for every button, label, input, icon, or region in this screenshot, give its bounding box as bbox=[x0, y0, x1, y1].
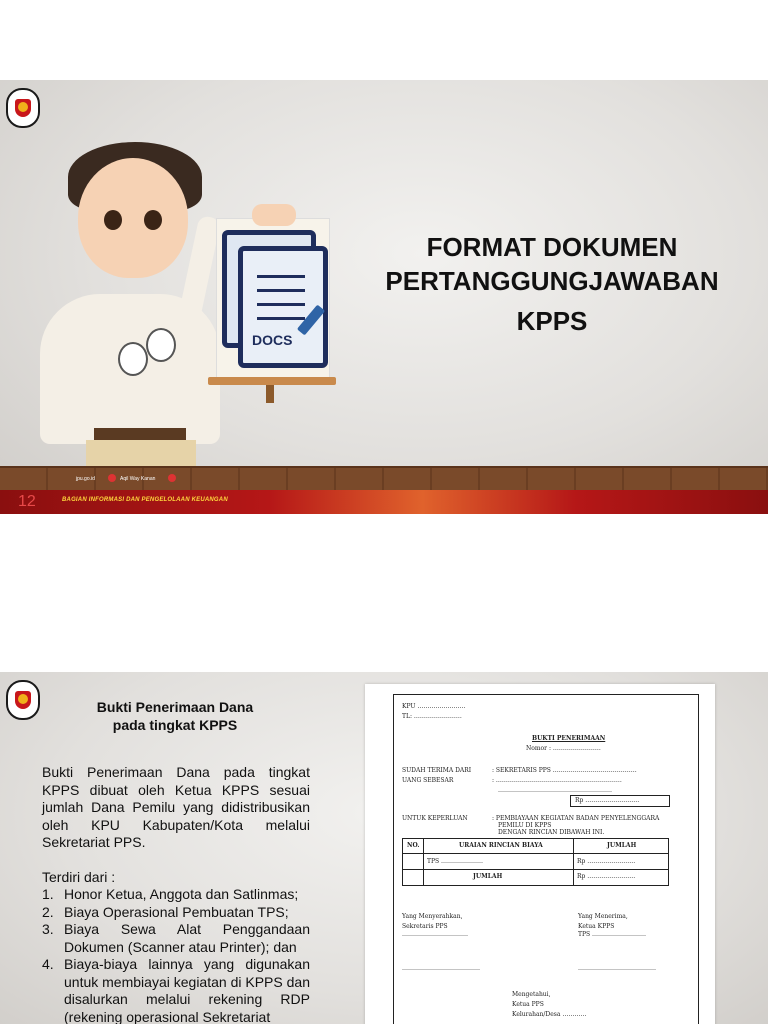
social-web: jpu.go.id bbox=[76, 476, 95, 482]
table-header: JUMLAH bbox=[607, 842, 637, 849]
social-facebook: Aqil Way Kanan bbox=[120, 476, 156, 482]
footer-bar bbox=[0, 490, 768, 514]
character-head bbox=[78, 158, 188, 278]
list-heading: Terdiri dari : bbox=[42, 868, 116, 885]
character-belt bbox=[94, 428, 186, 440]
board-leg bbox=[266, 385, 274, 403]
form-rp-box bbox=[570, 795, 670, 807]
mascot-icon bbox=[146, 328, 176, 362]
title-line: pada tingkat KPPS bbox=[112, 717, 238, 733]
mascot-icon bbox=[118, 342, 148, 376]
cost-table bbox=[402, 838, 669, 886]
form-sudah-value: : SEKRETARIS PPS …………………………………… bbox=[492, 767, 637, 774]
form-uang-value2: ………………………………………………… bbox=[498, 787, 612, 794]
docs-label: DOCS bbox=[252, 332, 293, 348]
table-header: NO. bbox=[407, 842, 420, 849]
left-sign-dots: …………………………… bbox=[402, 931, 468, 938]
left-signature-line: ………………………………… bbox=[402, 965, 480, 972]
form-keperluan-value2: PEMILU DI KPPS bbox=[498, 822, 552, 829]
character-hand bbox=[252, 204, 296, 226]
right-sign-tps: TPS ……………………… bbox=[578, 931, 647, 938]
form-heading: BUKTI PENERIMAAN bbox=[532, 735, 606, 742]
title-slide bbox=[0, 80, 768, 514]
form-uang-label: UANG SEBESAR bbox=[402, 777, 454, 784]
right-sign-role: Ketua KPPS bbox=[578, 923, 615, 930]
list-item: 1. Honor Ketua, Anggota dan Satlinmas; bbox=[42, 886, 299, 902]
kpu-logo bbox=[6, 680, 40, 720]
list-item: 3. Biaya Sewa Alat Penggandaan Dokumen (Scanner atau Printer); dan bbox=[42, 921, 310, 955]
form-kpu: KPU …………………… bbox=[402, 703, 466, 710]
bottom-sign-role: Ketua PPS bbox=[512, 1001, 544, 1008]
title-line: FORMAT DOKUMEN bbox=[426, 232, 678, 262]
table-cell: Rp …………………… bbox=[577, 858, 636, 865]
bottom-sign-place: Kelurahan/Desa ………… bbox=[512, 1011, 587, 1018]
slide-body bbox=[42, 764, 310, 1024]
title-line: KPPS bbox=[516, 306, 588, 336]
slide-title bbox=[362, 230, 742, 338]
form-keperluan-value3: DENGAN RINCIAN DIBAWAH INI. bbox=[498, 829, 605, 836]
left-sign-role: Sekretaris PPS bbox=[402, 923, 448, 930]
right-signature-line: ………………………………… bbox=[578, 965, 656, 972]
intro-paragraph: Bukti Penerimaan Dana pada tingkat KPPS dibuat oleh Ketua KPPS sesuai jumlah Dana Pemilu yang didistribusikan oleh KPU Kabupaten/Kota melalui Sekretariat PPS. bbox=[42, 764, 310, 850]
cost-list bbox=[42, 886, 310, 1024]
title-line: Bukti Penerimaan Dana bbox=[96, 699, 254, 715]
facebook-icon bbox=[108, 474, 116, 482]
form-keperluan-label: UNTUK KEPERLUAN bbox=[402, 815, 468, 822]
board-rail bbox=[208, 377, 336, 385]
receipt-form bbox=[393, 694, 699, 1024]
footer-text: BAGIAN INFORMASI DAN PENGELOLAAN KEUANGAN bbox=[62, 497, 228, 503]
list-item: 4. Biaya-biaya lainnya yang digunakan untuk membiayai kegiatan di KPPS dan disalurkan melalui rekening RDP (rekening operasional Sekretariat bbox=[42, 956, 310, 1024]
form-sudah-label: SUDAH TERIMA DARI bbox=[402, 767, 472, 774]
form-keperluan-value: : PEMBIAYAAN KEGIATAN BADAN PENYELENGGARA bbox=[492, 815, 660, 822]
page-number: 12 bbox=[18, 493, 36, 510]
table-total-label: JUMLAH bbox=[473, 873, 503, 880]
bottom-sign-title: Mengetahui, bbox=[512, 991, 551, 998]
wooden-floor bbox=[0, 466, 768, 492]
kpu-logo bbox=[6, 88, 40, 128]
form-tl: TL: …………………… bbox=[402, 713, 462, 720]
receipt-form-image bbox=[365, 684, 715, 1024]
slide-title bbox=[70, 698, 280, 734]
form-rp-value: Rp ……………………… bbox=[575, 797, 640, 804]
instagram-icon bbox=[168, 474, 176, 482]
table-header: URAIAN RINCIAN BIAYA bbox=[459, 842, 543, 849]
left-sign-title: Yang Menyerahkan, bbox=[402, 913, 463, 920]
content-slide bbox=[0, 672, 768, 1024]
form-nomor: Nomor : …………………… bbox=[526, 745, 601, 752]
list-item: 2. Biaya Operasional Pembuatan TPS; bbox=[42, 903, 289, 920]
form-uang-value: : ……………………………………………………… bbox=[492, 777, 622, 784]
right-sign-title: Yang Menerima, bbox=[578, 913, 628, 920]
table-cell: TPS ………………… bbox=[427, 858, 484, 865]
table-total-value: Rp …………………… bbox=[577, 873, 636, 880]
title-line: PERTANGGUNGJAWABAN bbox=[385, 266, 719, 296]
